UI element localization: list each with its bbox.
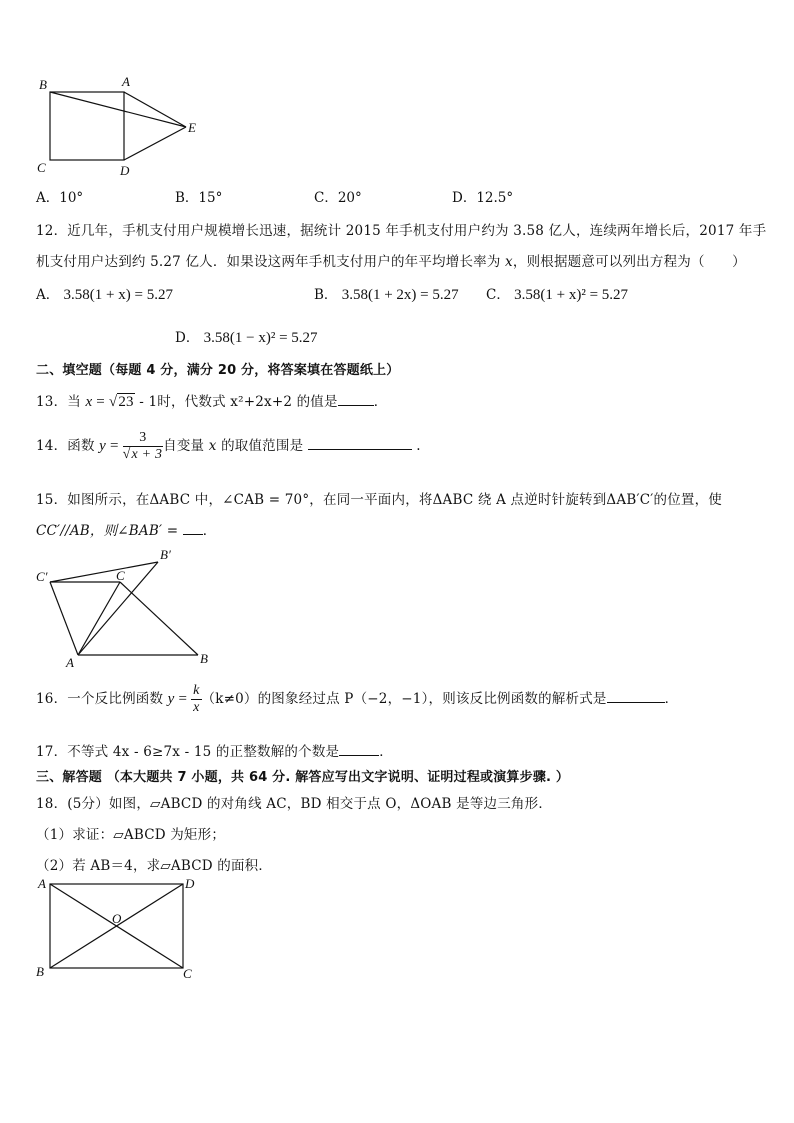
section-3-heading: 三、解答题 （本大题共 7 小题，共 64 分. 解答应写出文字说明、证明过程或演算步骤. ）: [36, 770, 570, 785]
segment-de: [124, 127, 186, 160]
square-abcd: [50, 92, 124, 160]
question-17: 17．不等式 4x - 6≥7x - 15 的正整数解的个数是 ．: [36, 744, 393, 760]
q18-line-2: （1）求证：▱ABCD 为矩形；: [36, 827, 226, 843]
q13-answer-blank[interactable]: [338, 393, 374, 406]
question-16: 16．一个反比例函数 y = $\frac{k}{x}$ （k≠0）的图象经过点 P（−2，−1），则该反比例函数的解析式是 ．: [36, 683, 679, 715]
question-13: 13．当 x = √23 - 1时，代数式 x²+2x+2 的值是 ．: [36, 394, 388, 410]
label-a: A: [38, 876, 46, 891]
segment-c-b: [120, 582, 198, 655]
q17-answer-blank[interactable]: [339, 743, 379, 756]
segment-be: [50, 92, 186, 127]
q16-answer-blank[interactable]: [607, 690, 665, 703]
segment-c1-b1: [50, 562, 158, 582]
segment-ae: [124, 92, 186, 127]
q18-line-1: 18．(5分）如图，▱ABCD 的对角线 AC，BD 相交于点 O，ΔOAB 是等边三角形．: [36, 796, 553, 812]
q12-line-1: 12．近几年，手机支付用户规模增长迅速，据统计 2015 年手机支付用户约为 3.58 亿人，连续两年增长后，2017 年手: [36, 223, 767, 239]
label-e: E: [188, 120, 196, 135]
segment-c1-a: [50, 582, 78, 655]
q11-option-d: D．12.5°: [452, 190, 514, 206]
q11-option-a: A．10°: [36, 190, 84, 206]
label-b: B: [200, 651, 208, 666]
label-b: B: [39, 77, 47, 92]
q12-option-b: B． 3.58(1 + 2x) = 5.27: [314, 287, 459, 303]
q14-fraction: $\frac{3}{√x + 3}$: [122, 430, 163, 462]
question-14: 14．函数 y = $\frac{3}{√x + 3}$ 自变量 x 的取值范围是 .: [36, 430, 421, 462]
label-c: C: [116, 568, 125, 583]
label-c: C: [37, 160, 46, 175]
section-2-heading: 二、填空题（每题 4 分，满分 20 分，将答案填在答题纸上）: [36, 363, 400, 378]
q14-answer-blank[interactable]: [308, 437, 412, 450]
q12-option-a: A． 3.58(1 + x) = 5.27: [36, 287, 173, 303]
label-c: C: [183, 966, 192, 981]
figure-square-triangle: [30, 72, 210, 182]
label-d: D: [120, 163, 130, 178]
segment-a-c: [78, 582, 120, 655]
label-c-prime: C′: [36, 569, 48, 584]
q15-line-1: 15．如图所示，在ΔABC 中，∠CAB = 70°，在同一平面内，将ΔABC 绕 A 点逆时针旋转到ΔAB′C′的位置，使: [36, 492, 723, 508]
figure-rectangle: [30, 872, 210, 984]
q11-option-b: B．15°: [175, 190, 223, 206]
label-o: O: [112, 911, 122, 926]
q18-line-3: （2）若 AB＝4，求▱ABCD 的面积．: [36, 858, 273, 874]
label-b: B: [36, 964, 44, 979]
label-a: A: [122, 74, 130, 89]
q16-fraction: $\frac{k}{x}$: [193, 683, 200, 715]
q12-option-d: D． 3.58(1 − x)² = 5.27: [175, 330, 318, 346]
figure-rotation: [30, 545, 220, 670]
q15-answer-blank[interactable]: [183, 522, 203, 535]
label-d: D: [185, 876, 195, 891]
q12-line-2: 机支付用户达到约 5.27 亿人．如果设这两年手机支付用户的年平均增长率为 x，则根据题意可以列出方程为（ ）: [36, 254, 746, 270]
q12-option-c: C． 3.58(1 + x)² = 5.27: [486, 287, 629, 303]
label-b-prime: B′: [160, 547, 171, 562]
label-a: A: [66, 655, 74, 670]
q11-option-c: C．20°: [314, 190, 362, 206]
q15-line-2: CC′//AB，则∠BAB′ = ．: [36, 523, 217, 539]
